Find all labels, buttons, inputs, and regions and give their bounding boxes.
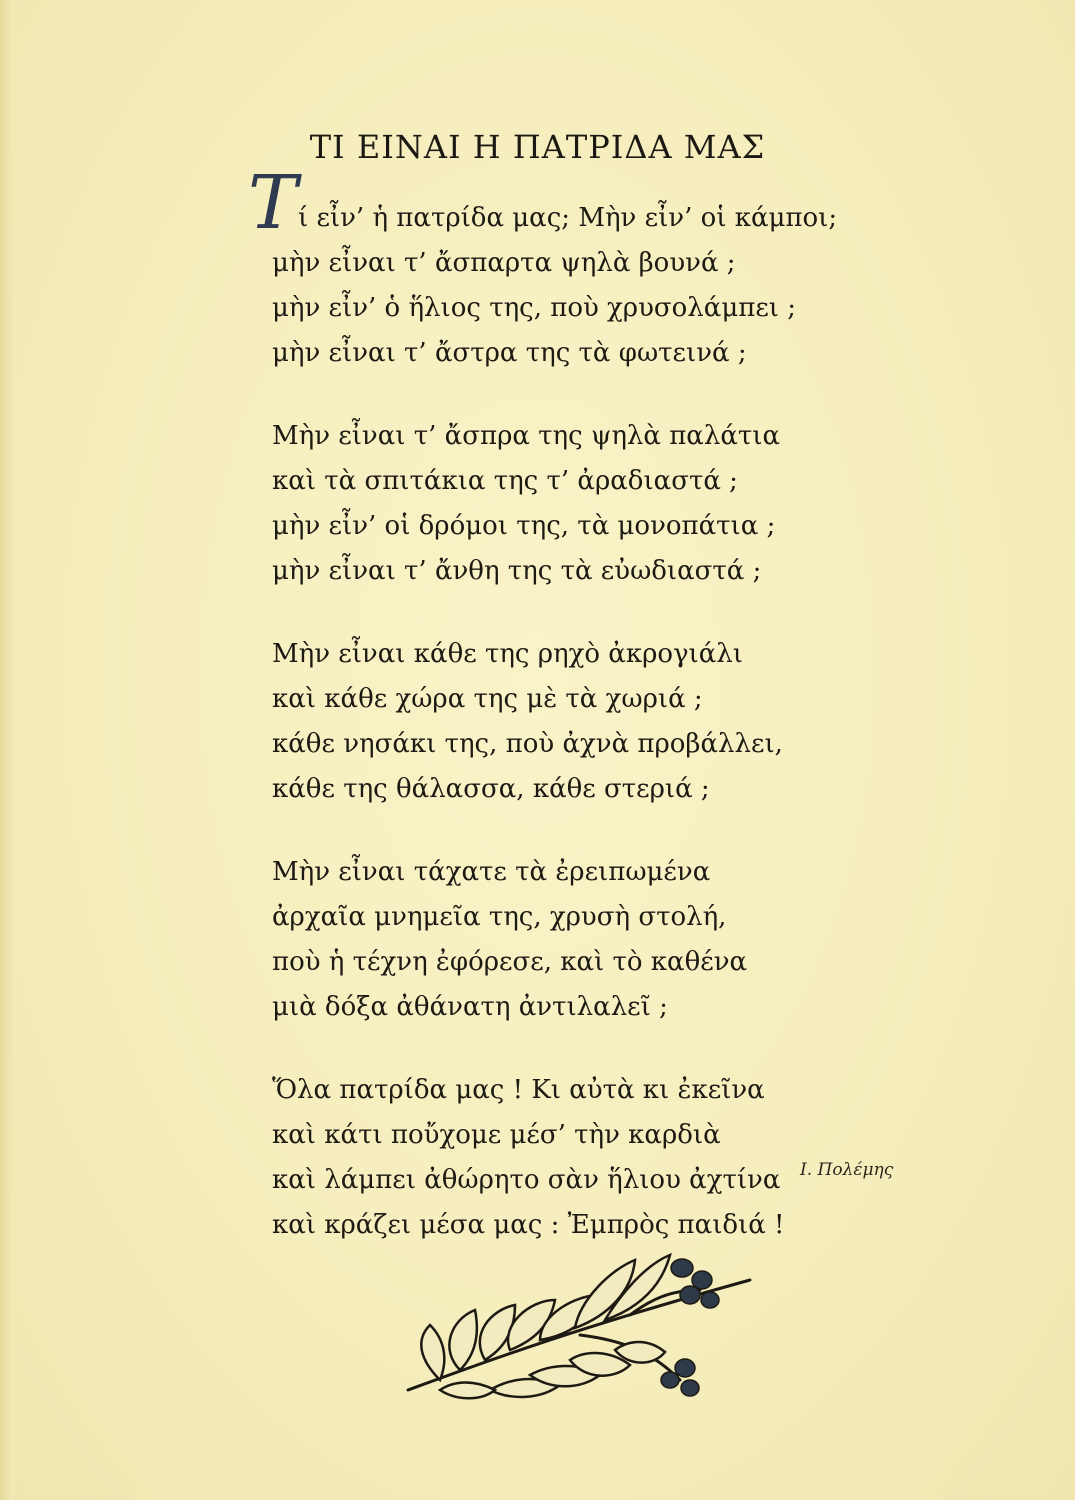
poem-line-2-3: μὴν εἶν’ οἱ δρόμοι της, τὰ μονοπάτια ; [272, 511, 776, 541]
poem-line-3-3: κάθε νησάκι της, ποὺ ἀχνὰ προβάλλει, [272, 729, 783, 759]
stanza-5 [272, 1068, 892, 1248]
poem-line-4-4: μιὰ δόξα ἀθάνατη ἀντιλαλεῖ ; [272, 992, 668, 1022]
poem-line-5-4: καὶ κράζει μέσα μας : Ἐμπρὸς παιδιά ! [272, 1210, 785, 1240]
page-binding-edge [0, 0, 14, 1500]
stanza-3 [272, 632, 892, 812]
poem-line-3-4: κάθε της θάλασσα, κάθε στεριά ; [272, 774, 710, 804]
stanza-1 [248, 160, 892, 376]
poem-line-1-4: μὴν εἶναι τ’ ἄστρα της τὰ φωτεινά ; [272, 338, 747, 368]
poem-body [248, 160, 892, 1286]
drop-cap-letter: Τ [248, 160, 298, 246]
poem-line-4-1: Μὴν εἶναι τάχατε τὰ ἐρειπωμένα [272, 857, 711, 887]
olive-branch-icon [400, 1240, 760, 1410]
poem-line-1-2: μὴν εἶναι τ’ ἄσπαρτα ψηλὰ βουνά ; [272, 248, 736, 278]
poem-line-3-2: καὶ κάθε χώρα της μὲ τὰ χωριά ; [272, 684, 703, 714]
author-signature: Ι. Πολέμης [800, 1160, 894, 1180]
poem-line-5-1: Ὅλα πατρίδα μας ! Κι αὐτὰ κι ἐκεῖνα [272, 1075, 765, 1105]
poem-title: ΤΙ ΕΙΝΑΙ Η ΠΑΤΡΙΔΑ ΜΑΣ [309, 128, 766, 166]
poem-line-2-4: μὴν εἶναι τ’ ἄνθη της τὰ εὐωδιαστά ; [272, 556, 762, 586]
poem-line-5-2: καὶ κάτι ποὔχομε μέσ’ τὴν καρδιὰ [272, 1120, 721, 1150]
poem-line-4-3: ποὺ ἡ τέχνη ἐφόρεσε, καὶ τὸ καθένα [272, 947, 748, 977]
poem-line-3-1: Μὴν εἶναι κάθε της ρηχὸ ἀκρογιάλι [272, 639, 743, 669]
first-line-text: ί εἶν’ ἡ πατρίδα μας; Μὴν εἶν’ οἱ κάμποι; [298, 203, 838, 233]
poem-line-5-3: καὶ λάμπει ἀθώρητο σὰν ἥλιου ἀχτίνα [272, 1165, 781, 1195]
poem-line-2-2: καὶ τὰ σπιτάκια της τ’ ἀραδιαστά ; [272, 466, 738, 496]
stanza-2 [272, 414, 892, 594]
poem-line-1-3: μὴν εἶν’ ὁ ἥλιος της, ποὺ χρυσολάμπει ; [272, 293, 797, 323]
stanza-4 [272, 850, 892, 1030]
poem-line-1-1 [248, 160, 892, 246]
poem-line-4-2: ἀρχαῖα μνημεῖα της, χρυσὴ στολή, [272, 902, 727, 932]
poem-line-2-1: Μὴν εἶναι τ’ ἄσπρα της ψηλὰ παλάτια [272, 421, 781, 451]
